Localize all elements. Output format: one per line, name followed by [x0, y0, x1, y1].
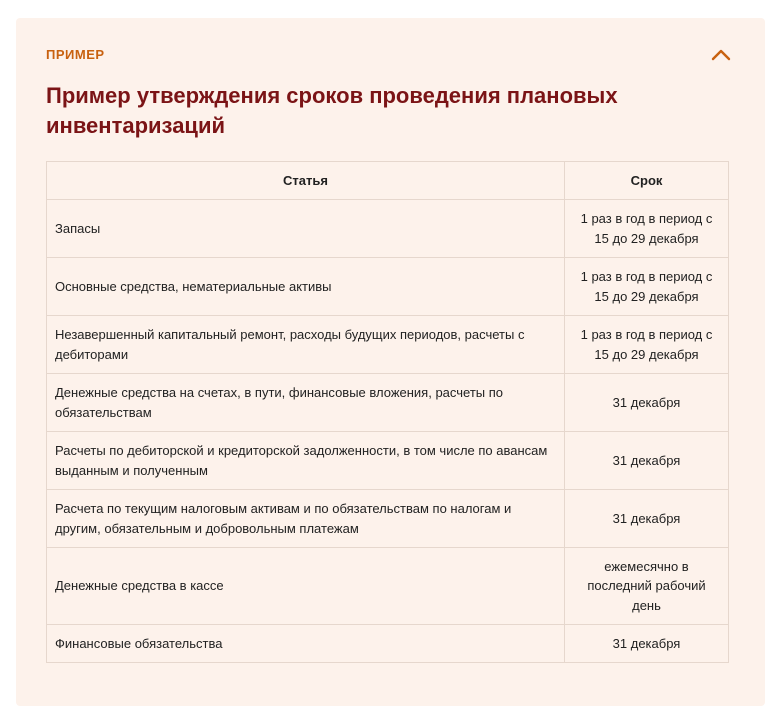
table-row: [47, 625, 729, 663]
row-term: 31 декабря: [565, 432, 729, 490]
card-title: Пример утверждения сроков проведения плановых инвентаризаций: [46, 83, 618, 138]
row-term: 31 декабря: [565, 490, 729, 548]
table-row: [47, 490, 729, 548]
table-header-row: [47, 162, 729, 200]
row-term: 31 декабря: [565, 374, 729, 432]
row-item: Финансовые обязательства: [47, 625, 565, 663]
row-item: Запасы: [47, 200, 565, 258]
card-label: ПРИМЕР: [46, 47, 105, 62]
table-row: [47, 432, 729, 490]
row-item: Денежные средства на счетах, в пути, финансовые вложения, расчеты по обязательствам: [47, 374, 565, 432]
row-term: 1 раз в год в период с 15 до 29 декабря: [565, 316, 729, 374]
table-row: [47, 200, 729, 258]
row-term: 1 раз в год в период с 15 до 29 декабря: [565, 200, 729, 258]
column-header-item: Статья: [47, 162, 565, 200]
table-row: [47, 548, 729, 625]
chevron-up-icon[interactable]: [710, 46, 732, 62]
row-item: Расчета по текущим налоговым активам и по обязательствам по налогам и другим, обязательным и добровольным платежам: [47, 490, 565, 548]
example-card: [16, 18, 765, 706]
table-row: [47, 374, 729, 432]
schedule-table: [46, 161, 729, 663]
row-term: 31 декабря: [565, 625, 729, 663]
row-item: Незавершенный капитальный ремонт, расходы будущих периодов, расчеты с дебиторами: [47, 316, 565, 374]
table-row: [47, 258, 729, 316]
row-term: 1 раз в год в период с 15 до 29 декабря: [565, 258, 729, 316]
row-item: Расчеты по дебиторской и кредиторской задолженности, в том числе по авансам выданным и полученным: [47, 432, 565, 490]
table-row: [47, 316, 729, 374]
row-term: ежемесячно в последний рабочий день: [565, 548, 729, 625]
row-item: Основные средства, нематериальные активы: [47, 258, 565, 316]
row-item: Денежные средства в кассе: [47, 548, 565, 625]
column-header-term: Срок: [565, 162, 729, 200]
